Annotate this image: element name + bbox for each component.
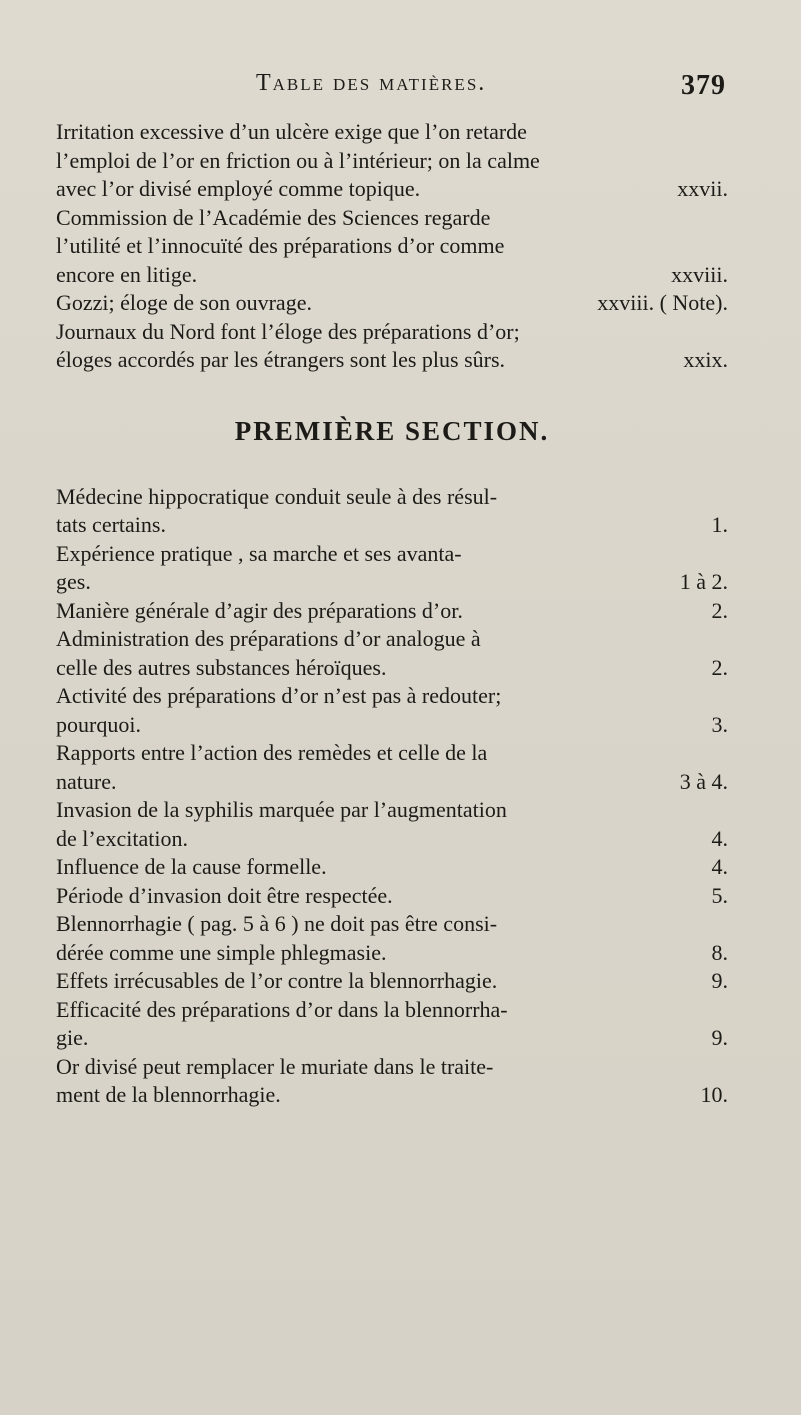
toc-entry-line — [56, 1081, 728, 1110]
toc-entry-text: Activité des préparations d’or n’est pas à redouter; — [56, 683, 502, 708]
toc-entry-line — [56, 682, 728, 711]
toc-entry-line — [56, 939, 728, 968]
toc-entry-text: avec l’or divisé employé comme topique. — [56, 176, 421, 201]
toc-entry-line — [56, 796, 728, 825]
toc-entry — [56, 289, 728, 318]
page-header — [256, 66, 726, 110]
toc-entry-text: pourquoi. — [56, 711, 141, 737]
toc-entry-line — [56, 568, 728, 597]
toc-page-reference: xxix. — [683, 347, 728, 372]
toc-page-reference: xxvii. — [677, 176, 728, 201]
toc-entry — [56, 204, 728, 290]
toc-entry-line — [56, 540, 728, 569]
toc-entry-text: Rapports entre l’action des remèdes et celle de la — [56, 740, 488, 765]
toc-entry-line — [56, 147, 728, 176]
toc-entry-text: Gozzi; éloge de son ouvrage. — [56, 290, 312, 315]
toc-entry — [56, 682, 728, 739]
toc-entry — [56, 597, 728, 626]
toc-entry-text: Médecine hippocratique conduit seule à des résul- — [56, 483, 498, 509]
toc-entry-line — [56, 232, 728, 261]
toc-entry-text: Administration des préparations d’or analogue à — [56, 626, 481, 651]
toc-entry-line — [56, 318, 728, 347]
toc-entry-text: encore en litige. — [56, 261, 198, 287]
toc-entry — [56, 1053, 728, 1110]
toc-entry — [56, 540, 728, 597]
toc-entry-line — [56, 483, 728, 512]
toc-entry-line — [56, 597, 728, 626]
toc-entry-line — [56, 768, 728, 797]
toc-page-reference: xxviii. — [671, 261, 728, 287]
toc-entry-text: Manière générale d’agir des préparations d’or. — [56, 597, 463, 623]
toc-entry-line — [56, 289, 728, 318]
toc-entry-text: Commission de l’Académie des Sciences regarde — [56, 204, 491, 230]
toc-entry-line — [56, 739, 728, 768]
toc-page-reference: 4. — [711, 854, 728, 879]
toc-entry-text: Expérience pratique , sa marche et ses avanta- — [56, 540, 462, 566]
toc-entry-text: ges. — [56, 569, 91, 594]
toc-entry-text: gie. — [56, 1025, 89, 1050]
toc-entry-text: Période d’invasion doit être respectée. — [56, 882, 393, 908]
page-number: 379 — [681, 70, 726, 101]
section-entries — [56, 483, 728, 1110]
toc-page-reference: 3. — [711, 711, 728, 737]
toc-entry — [56, 625, 728, 682]
toc-entry-text: nature. — [56, 768, 117, 794]
toc-entry-line — [56, 996, 728, 1025]
toc-entry-text: Effets irrécusables de l’or contre la blennorrhagie. — [56, 968, 498, 993]
toc-entry — [56, 739, 728, 796]
toc-entry-text: celle des autres substances héroïques. — [56, 654, 387, 680]
toc-page-reference: 1. — [711, 512, 728, 537]
toc-entry-line — [56, 204, 728, 233]
toc-page-reference: 1 à 2. — [679, 569, 728, 594]
toc-entry — [56, 882, 728, 911]
toc-entry — [56, 910, 728, 967]
toc-entry-text: Irritation excessive d’un ulcère exige que l’on retarde — [56, 119, 527, 144]
toc-entry-text: Or divisé peut remplacer le muriate dans le traite- — [56, 1053, 494, 1079]
toc-entry-text: Invasion de la syphilis marquée par l’augmentation — [56, 797, 507, 822]
toc-page-reference: 10. — [700, 1082, 728, 1107]
toc-page-reference: 4. — [711, 825, 728, 851]
toc-entry-line — [56, 1024, 728, 1053]
toc-entry-text: éloges accordés par les étrangers sont les plus sûrs. — [56, 347, 506, 372]
toc-entry-text: l’emploi de l’or en friction ou à l’intérieur; on la calme — [56, 147, 540, 173]
toc-page-reference: 9. — [711, 968, 728, 993]
toc-entry-text: dérée comme une simple phlegmasie. — [56, 939, 387, 965]
toc-entry-line — [56, 853, 728, 882]
table-of-contents — [56, 118, 728, 1110]
toc-entry-line — [56, 118, 728, 147]
toc-entry-text: Efficacité des préparations d’or dans la blennorrha- — [56, 996, 508, 1022]
toc-entry-text: l’utilité et l’innocuïté des préparations d’or comme — [56, 233, 505, 258]
toc-entry-text: Journaux du Nord font l’éloge des préparations d’or; — [56, 318, 520, 344]
toc-entry-text: Influence de la cause formelle. — [56, 854, 327, 879]
toc-entry — [56, 796, 728, 853]
toc-entry-line — [56, 346, 728, 375]
section-heading: PREMIÈRE SECTION. — [234, 415, 550, 446]
toc-page-reference: xxviii. ( Note). — [597, 290, 728, 315]
toc-page-reference: 2. — [711, 597, 728, 623]
toc-page-reference: 2. — [711, 654, 728, 680]
toc-entry-line — [56, 654, 728, 683]
running-title: Table des matières. — [256, 70, 487, 96]
toc-entry-line — [56, 175, 728, 204]
toc-entry — [56, 118, 728, 204]
toc-entry-line — [56, 711, 728, 740]
toc-entry — [56, 483, 728, 540]
toc-entry-line — [56, 910, 728, 939]
toc-entry-text: de l’excitation. — [56, 825, 188, 851]
toc-entry-line — [56, 825, 728, 854]
toc-entry-text: ment de la blennorrhagie. — [56, 1082, 281, 1107]
toc-page-reference: 3 à 4. — [679, 768, 728, 794]
toc-entry-line — [56, 967, 728, 996]
toc-entry-line — [56, 261, 728, 290]
toc-entry-line — [56, 882, 728, 911]
toc-entry — [56, 967, 728, 996]
toc-entry — [56, 318, 728, 375]
toc-entry-line — [56, 511, 728, 540]
toc-page-reference: 5. — [711, 882, 728, 908]
toc-entry-line — [56, 625, 728, 654]
toc-page-reference: 9. — [711, 1025, 728, 1050]
toc-page-reference: 8. — [711, 939, 728, 965]
intro-entries — [56, 118, 728, 375]
toc-entry — [56, 996, 728, 1053]
toc-entry-text: tats certains. — [56, 512, 166, 537]
toc-entry-text: Blennorrhagie ( pag. 5 à 6 ) ne doit pas être consi- — [56, 911, 498, 936]
toc-entry — [56, 853, 728, 882]
toc-entry-line — [56, 1053, 728, 1082]
